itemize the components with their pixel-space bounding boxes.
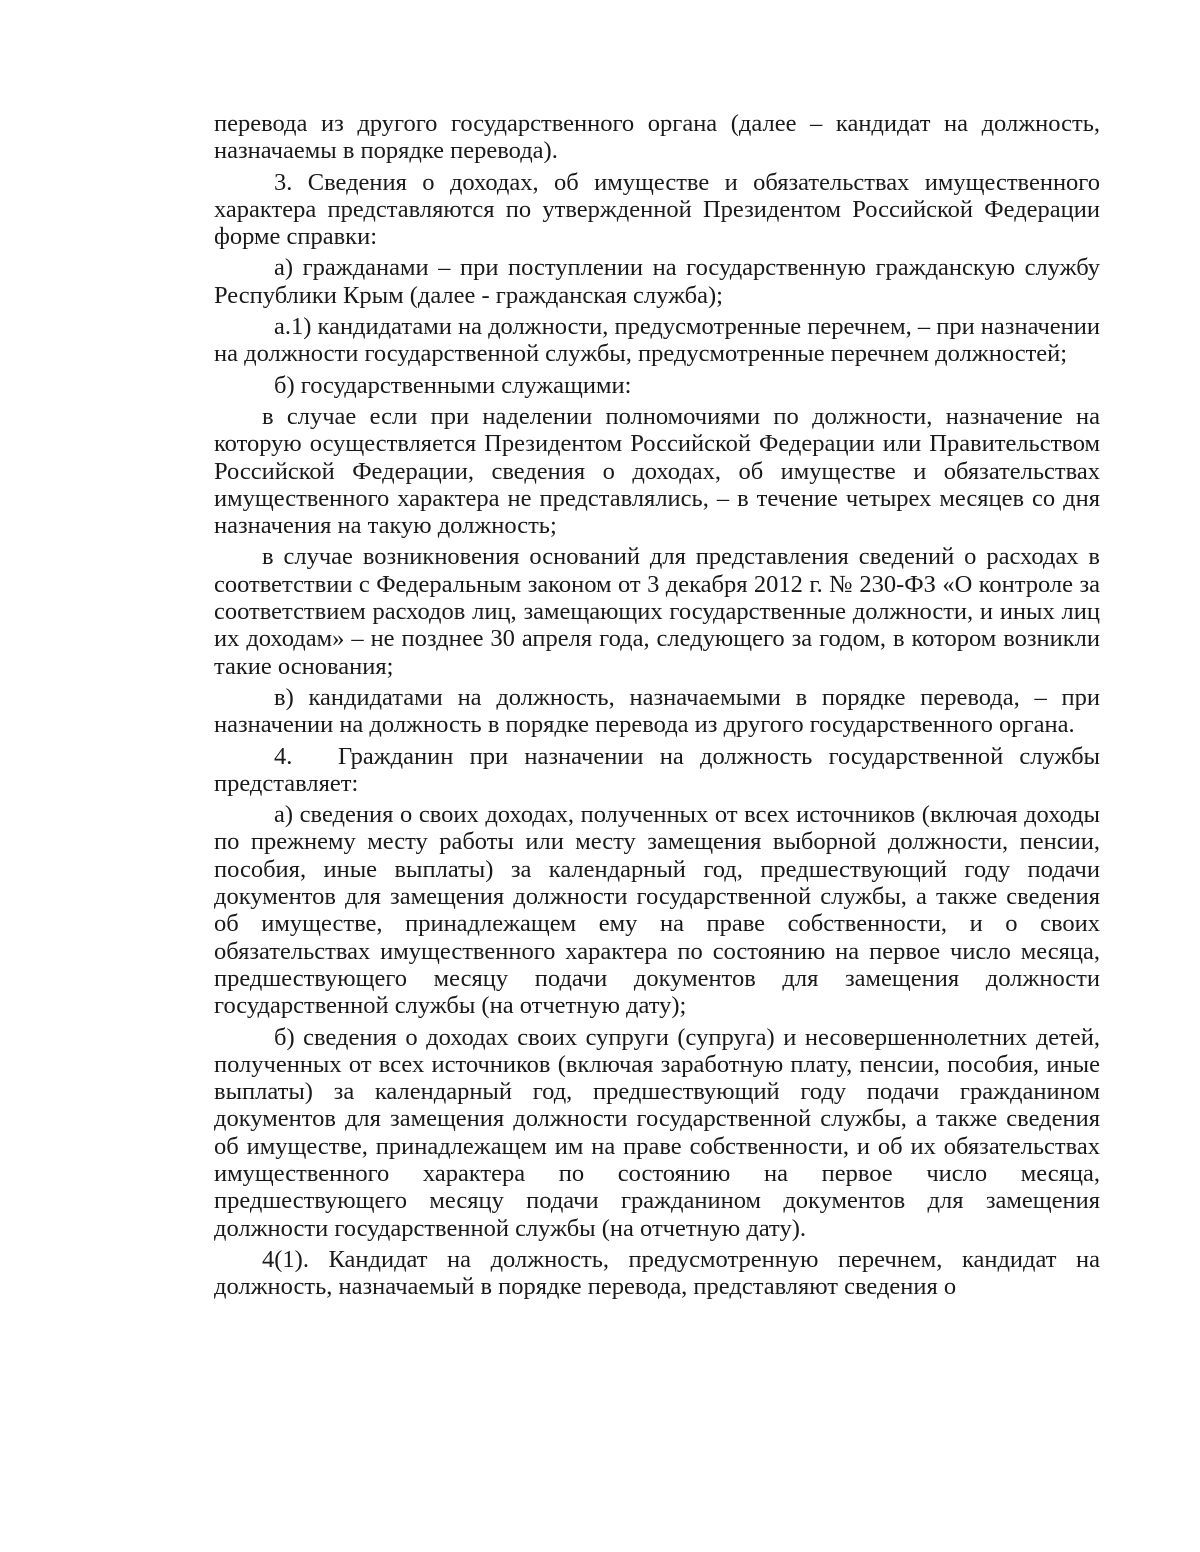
- paragraph-4a: а) сведения о своих доходах, полученных от всех источников (включая доходы по прежнему месту работы или месту замещения выборной должности, пенсии, пособия, иные выплаты) за календарный год, предшествующий году подачи документов для замещения должности государственной службы, а также сведения об имуществе, принадлежащем ему на праве собственности, и о своих обязательствах имущественного характера по состоянию на первое число месяца, предшествующего месяцу подачи документов для замещения должности государственной службы (на отчетную дату);: [214, 801, 1100, 1020]
- paragraph-3a1: а.1) кандидатами на должности, предусмотренные перечнем, – при назначении на должности государственной службы, предусмотренные перечнем должностей;: [214, 313, 1101, 368]
- paragraph-4b: б) сведения о доходах своих супруги (супруга) и несовершеннолетних детей, полученных от всех источников (включая заработную плату, пенсии, пособия, иные выплаты) за календарный год, предшествующий году подачи гражданином документов для замещения должности государственной службы, а также сведения об имуществе, принадлежащем им на праве собственности, и об их обязательствах имущественного характера по состоянию на первое число месяца, предшествующего месяцу подачи гражданином документов для замещения должности государственной службы (на отчетную дату).: [214, 1023, 1100, 1242]
- paragraph-3b-case2: в случае возникновения оснований для представления сведений о расходах в соответствии с Федеральным законом от 3 декабря 2012 г. № 230-ФЗ «О контроле за соответствием расходов лиц, замещающих государственные должности, и иных лиц их доходам» – не позднее 30 апреля года, следующего за годом, в котором возникли такие основания;: [214, 543, 1100, 680]
- document-text: [214, 110, 1100, 1300]
- paragraph-continuation: перевода из другого государственного органа (далее – кандидат на должность, назначаемы в порядке перевода).: [214, 110, 1100, 165]
- paragraph-3a: а) гражданами – при поступлении на государственную гражданскую службу Республики Крым (далее - гражданская служба);: [214, 254, 1100, 309]
- paragraph-3b-case1: в случае если при наделении полномочиями по должности, назначение на которую осуществляется Президентом Российской Федерации или Правительством Российской Федерации, сведения о доходах, об имуществе и обязательствах имущественного характера не представлялись, – в течение четырех месяцев со дня назначения на такую должность;: [214, 402, 1100, 540]
- paragraph-4-number: 4.: [274, 742, 293, 770]
- paragraph-4-text: Гражданин при назначении на должность государственной службы представляет:: [214, 742, 1100, 797]
- paragraph-4-1: 4(1). Кандидат на должность, предусмотренную перечнем, кандидат на должность, назначаемый в порядке перевода, представляют сведения о: [214, 1245, 1100, 1301]
- paragraph-3v: в) кандидатами на должность, назначаемыми в порядке перевода, – при назначении на должность в порядке перевода из другого государственного органа.: [214, 683, 1100, 739]
- paragraph-3b: б) государственными служащими:: [274, 371, 632, 399]
- paragraph-3: 3. Сведения о доходах, об имуществе и обязательствах имущественного характера представляются по утвержденной Президентом Российской Федерации форме справки:: [214, 168, 1100, 251]
- paragraph-4: [214, 743, 1100, 798]
